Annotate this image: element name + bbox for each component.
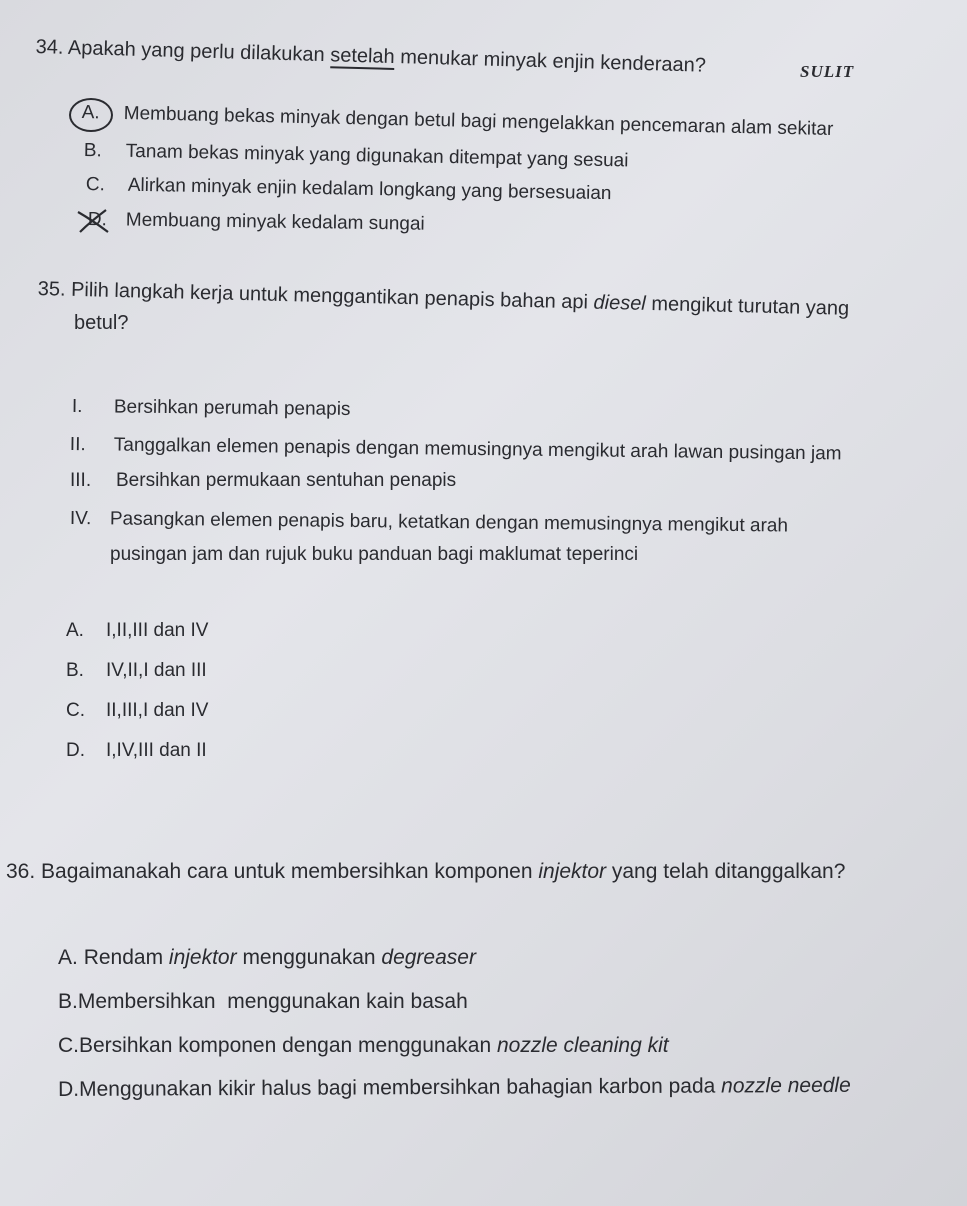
q35-step-1-text: Bersihkan perumah penapis (113, 396, 351, 420)
q36-option-d-italic: nozzle needle (721, 1073, 851, 1098)
q36-option-c (58, 1034, 669, 1058)
question-35-line1-pre: Pilih langkah kerja untuk menggantikan penapis bahan api (70, 278, 594, 314)
q35-step-4-line2: pusingan jam dan rujuk buku panduan bagi maklumat teperinci (110, 544, 639, 565)
q36-option-a-pre: Rendam (83, 946, 169, 969)
q35-step-4-text: Pasangkan elemen penapis baru, ketatkan dengan memusingnya mengikut arah (109, 508, 789, 537)
q34-option-a (82, 102, 834, 141)
question-34 (35, 36, 706, 78)
question-34-text-pre: Apakah yang perlu dilakukan (67, 36, 331, 67)
q35-option-a-text: I,II,III dan IV (106, 620, 209, 641)
q36-option-a (58, 946, 476, 970)
q34-option-a-text: Membuang bekas minyak dengan betul bagi mengelakkan pencemaran alam sekitar (123, 102, 834, 141)
q36-option-d-pre: Menggunakan kikir halus bagi membersihkan bahagian karbon pada (78, 1074, 722, 1101)
question-35-line2: betul? (74, 312, 129, 334)
q34-option-d-text: Membuang minyak kedalam sungai (125, 209, 425, 235)
q34-option-d (88, 209, 425, 236)
q35-option-d-text: I,IV,III dan II (106, 740, 207, 761)
q35-option-b-text: IV,II,I dan III (106, 660, 207, 681)
question-35-line1-post: mengikut turutan yang (645, 292, 850, 320)
q35-option-c-text: II,III,I dan IV (106, 700, 209, 721)
q35-option-a-label: A. (66, 620, 84, 641)
q36-option-b (58, 990, 468, 1014)
question-36-text-italic: injektor (538, 860, 607, 883)
question-36-text-pre: Bagaimanakah cara untuk membersihkan komponen (41, 860, 539, 883)
q35-option-b (66, 660, 207, 682)
q35-step-4 (70, 508, 788, 538)
question-35-number: 35. (37, 278, 66, 301)
q35-step-4-label: IV. (69, 508, 92, 530)
q35-step-3-label: III. (70, 470, 92, 491)
q34-option-b-text: Tanam bekas minyak yang digunakan ditempat yang sesuai (125, 140, 629, 172)
q36-option-a-italic1: injektor (168, 946, 237, 969)
q36-option-d-label: D. (58, 1077, 80, 1101)
q34-option-b (84, 140, 629, 172)
q35-step-3 (70, 470, 456, 492)
q35-step-1-label: I. (71, 396, 83, 418)
q35-option-c (66, 700, 208, 722)
q35-option-d (66, 740, 207, 762)
q35-step-2 (70, 434, 842, 465)
question-36-number: 36. (6, 860, 36, 883)
q36-option-a-label: A. (58, 946, 78, 969)
question-36-text-post: yang telah ditanggalkan? (606, 860, 846, 883)
q35-option-a (66, 620, 208, 642)
q36-option-c-pre: Bersihkan komponen dengan menggunakan (79, 1034, 497, 1057)
q34-option-a-label: A. (81, 102, 100, 124)
q34-option-d-label: D. (87, 209, 107, 231)
question-34-text-post: menukar minyak enjin kenderaan? (394, 46, 707, 77)
question-34-underlined-word: setelah (329, 44, 396, 69)
q35-step-3-text: Bersihkan permukaan sentuhan penapis (116, 470, 457, 491)
q34-option-c (86, 174, 612, 205)
q36-option-a-italic2: degreaser (381, 946, 476, 969)
question-35 (37, 278, 849, 321)
q34-option-c-label: C. (85, 174, 105, 196)
q35-option-c-label: C. (66, 700, 85, 721)
q35-option-d-label: D. (66, 740, 85, 761)
q35-step-2-label: II. (69, 434, 86, 456)
question-34-number: 34. (35, 36, 64, 59)
q36-option-a-mid: menggunakan (236, 946, 382, 969)
q35-option-b-label: B. (66, 660, 84, 681)
q36-option-b-label: B. (58, 990, 78, 1013)
q36-option-c-italic: nozzle cleaning kit (496, 1034, 669, 1057)
sulit-label: SULIT (800, 62, 855, 81)
q35-step-1 (72, 396, 351, 421)
q34-option-b-label: B. (83, 140, 102, 162)
q36-option-d (58, 1074, 851, 1102)
q36-option-b-text: Membersihkan menggunakan kain basah (77, 990, 468, 1013)
q34-option-c-text: Alirkan minyak enjin kedalam longkang yang bersesuaian (127, 174, 612, 205)
q36-option-c-label: C. (58, 1034, 79, 1057)
question-36 (6, 860, 845, 884)
question-35-line1-italic: diesel (593, 291, 647, 315)
q35-step-2-text: Tanggalkan elemen penapis dengan memusingnya mengikut arah lawan pusingan jam (113, 434, 842, 465)
